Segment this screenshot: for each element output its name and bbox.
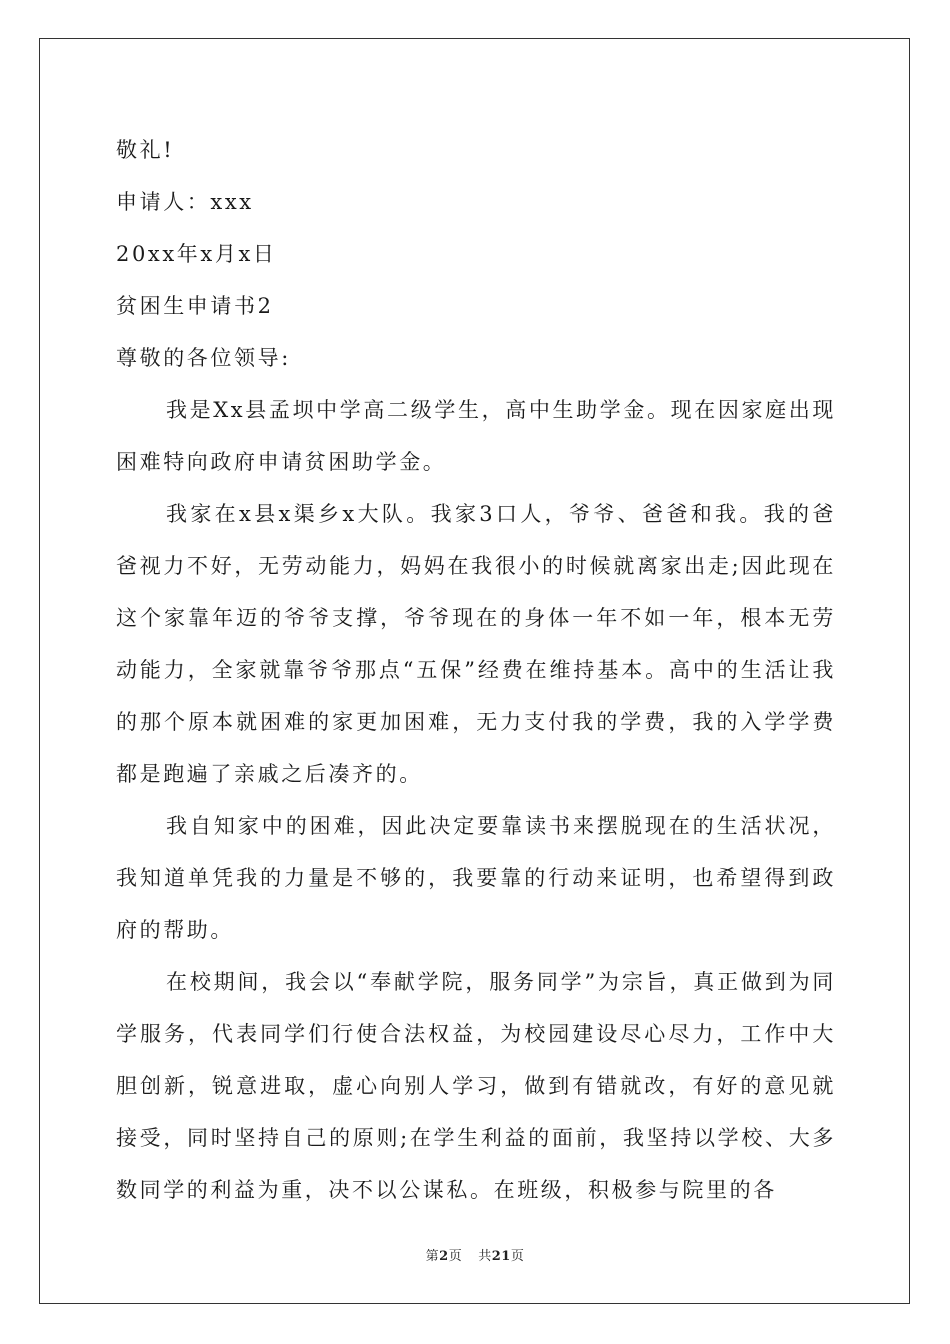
salutation-line: 尊敬的各位领导:: [116, 346, 291, 370]
paragraph-3: 我自知家中的困难，因此决定要靠读书来摆脱现在的生活状况，我知道单凭我的力量是不够的，我要靠的行动来证明，也希望得到政府的帮助。: [116, 814, 836, 942]
page-prefix: 第: [425, 1249, 440, 1264]
page-footer: [0, 1245, 950, 1264]
page-total: 21: [491, 1249, 511, 1264]
page-current: 2: [439, 1249, 449, 1264]
document-body: [116, 124, 836, 1216]
paragraph-2: 我家在x县x渠乡x大队。我家3口人，爷爷、爸爸和我。我的爸爸视力不好，无劳动能力，妈妈在我很小的时候就离家出走;因此现在这个家靠年迈的爷爷支撑，爷爷现在的身体一年不如一年，根本无劳动能力，全家就靠爷爷那点“五保”经费在维持基本。高中的生活让我的那个原本就困难的家更加困难，无力支付我的学费，我的入学学费都是跑遍了亲戚之后凑齐的。: [116, 502, 836, 786]
paragraph-4: 在校期间，我会以“奉献学院，服务同学”为宗旨，真正做到为同学服务，代表同学们行使合法权益，为校园建设尽心尽力，工作中大胆创新，锐意进取，虚心向别人学习，做到有错就改，有好的意见就接受，同时坚持自己的原则;在学生利益的面前，我坚持以学校、大多数同学的利益为重，决不以公谋私。在班级，积极参与院里的各: [116, 970, 836, 1202]
page-suffix: 页: [448, 1249, 463, 1264]
total-prefix: 共: [478, 1249, 492, 1264]
closing-line: 敬礼!: [116, 138, 175, 162]
total-suffix: 页: [510, 1249, 525, 1264]
date-line: 20xx年x月x日: [116, 242, 277, 266]
document-title: 贫困生申请书2: [116, 294, 274, 318]
paragraph-1: 我是Xx县孟坝中学高二级学生，高中生助学金。现在因家庭出现困难特向政府申请贫困助学金。: [116, 398, 836, 474]
applicant-line: 申请人：xxx: [116, 190, 254, 214]
